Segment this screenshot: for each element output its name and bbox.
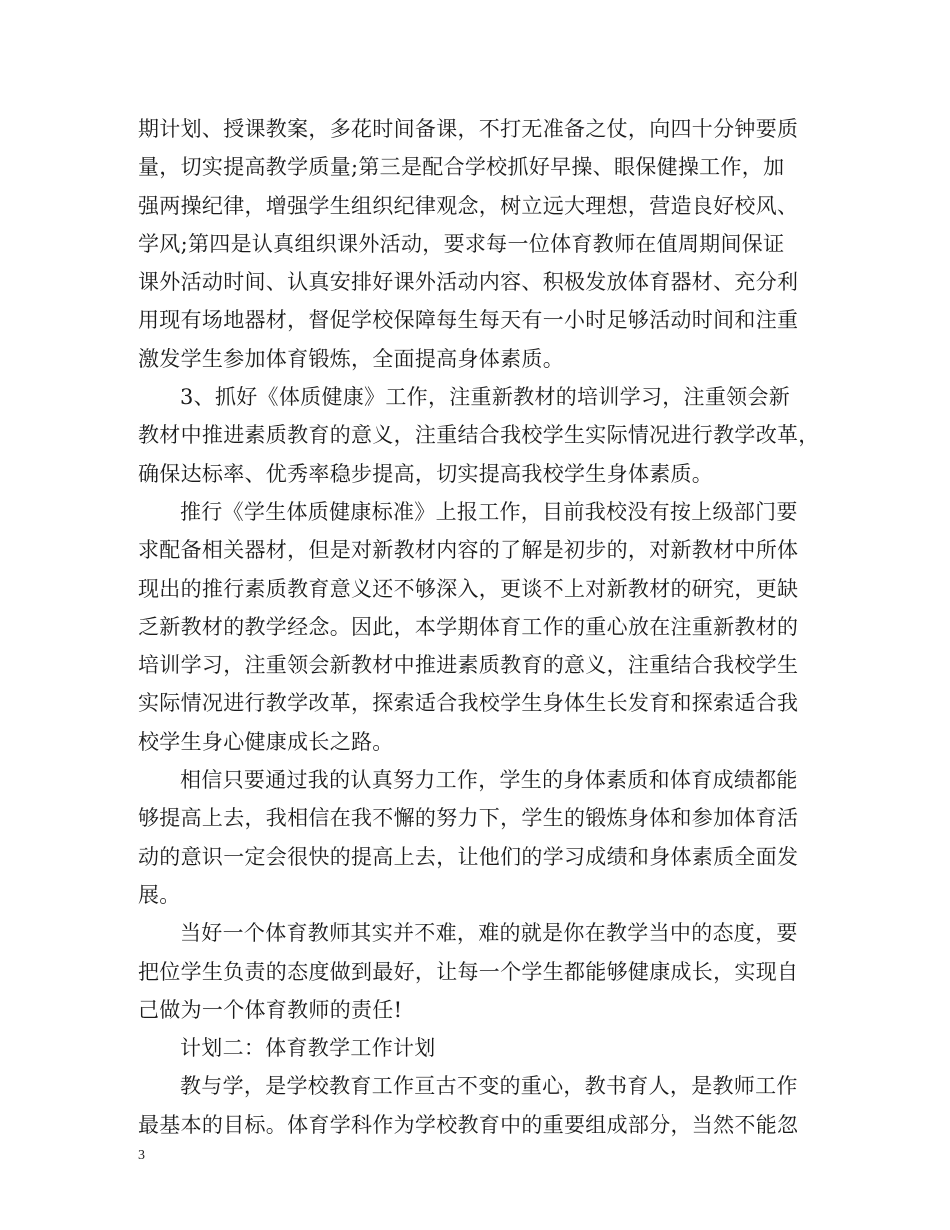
text-line: 计划二：体育教学工作计划	[180, 1036, 436, 1061]
text-line: 求配备相关器材，但是对新教材内容的了解是初步的，对新教材中所体	[138, 538, 799, 563]
text-line: 展。	[138, 882, 181, 907]
text-line: 期计划、授课教案，多花时间备课，不打无准备之仗，向四十分钟要质	[138, 117, 799, 141]
text-line: 3、抓好《体质健康》工作，注重新教材的培训学习，注重领会新	[180, 385, 791, 410]
text-line: 动的意识一定会很快的提高上去，让他们的学习成绩和身体素质全面发	[138, 844, 799, 869]
text-line: 课外活动时间、认真安排好课外活动内容、积极发放体育器材、充分利	[138, 270, 799, 295]
text-line: 学风;第四是认真组织课外活动，要求每一位体育教师在值周期间保证	[138, 231, 785, 256]
text-line: 实际情况进行教学改革，探索适合我校学生身体生长发育和探索适合我	[138, 691, 799, 716]
text-line: 够提高上去，我相信在我不懈的努力下，学生的锻炼身体和参加体育活	[138, 806, 799, 831]
page-number: 3	[138, 1148, 145, 1163]
text-line: 最基本的目标。体育学科作为学校教育中的重要组成部分，当然不能忽	[138, 1112, 799, 1137]
text-line: 相信只要通过我的认真努力工作，学生的身体素质和体育成绩都能	[180, 768, 798, 793]
text-line: 把位学生负责的态度做到最好，让每一个学生都能够健康成长，实现自	[138, 959, 799, 984]
text-line: 现出的推行素质教育意义还不够深入，更谈不上对新教材的研究，更缺	[138, 576, 799, 601]
text-line: 乏新教材的教学经念。因此，本学期体育工作的重心放在注重新教材的	[138, 614, 799, 639]
text-line: 校学生身心健康成长之路。	[138, 729, 394, 754]
text-line: 推行《学生体质健康标准》上报工作，目前我校没有按上级部门要	[180, 499, 798, 524]
text-line: 用现有场地器材，督促学校保障每生每天有一小时足够活动时间和注重	[138, 308, 799, 333]
text-line: 当好一个体育教师其实并不难，难的就是你在教学当中的态度，要	[180, 921, 798, 946]
text-line: 己做为一个体育教师的责任!	[138, 997, 403, 1022]
text-line: 培训学习，注重领会新教材中推进素质教育的意义，注重结合我校学生	[138, 653, 799, 678]
text-line: 教材中推进素质教育的意义，注重结合我校学生实际情况进行教学改革，	[138, 423, 820, 448]
text-line: 激发学生参加体育锻炼，全面提高身体素质。	[138, 346, 564, 371]
text-line: 量，切实提高教学质量;第三是配合学校抓好早操、眼保健操工作，加	[138, 155, 785, 180]
text-line: 确保达标率、优秀率稳步提高，切实提高我校学生身体素质。	[138, 461, 714, 486]
document-body	[138, 110, 818, 1144]
text-line: 教与学，是学校教育工作亘古不变的重心，教书育人，是教师工作	[180, 1074, 798, 1099]
text-line: 强两操纪律，增强学生组织纪律观念，树立远大理想，营造良好校风、	[138, 193, 799, 218]
